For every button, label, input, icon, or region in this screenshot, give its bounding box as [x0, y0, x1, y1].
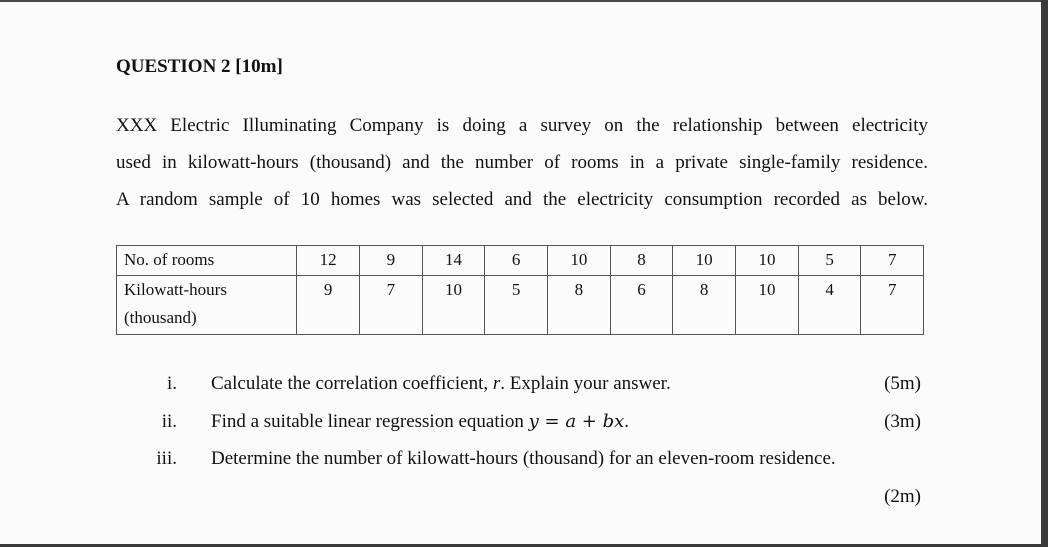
table-row-kwh — [117, 276, 924, 335]
item-text-after: . — [624, 411, 630, 432]
item-text: Determine the number of kilowatt-hours (thousand) for an eleven-room residence. — [211, 448, 836, 469]
paragraph-line-3: A random sample of 10 homes was selected and the electricity consumption recorded as below. — [116, 189, 928, 210]
paragraph-line-1: XXX Electric Illuminating Company is doing a survey on the relationship between electricity — [116, 115, 928, 136]
row-label-rooms: No. of rooms — [117, 246, 297, 276]
rooms-cell: 10 — [736, 246, 799, 276]
table-row-rooms — [117, 246, 924, 276]
item-marks: (2m) — [884, 486, 921, 507]
item-text-before: Find a suitable linear regression equation — [211, 411, 529, 432]
data-table — [116, 245, 924, 335]
rooms-cell: 10 — [673, 246, 736, 276]
kwh-cell: 10 — [736, 276, 799, 335]
item-marks: (3m) — [884, 411, 921, 432]
rooms-cell: 6 — [485, 246, 548, 276]
item-marks: (5m) — [884, 373, 921, 394]
regression-equation: y = a + bx — [528, 411, 625, 432]
item-text-before: Calculate the correlation coefficient, — [211, 373, 493, 394]
kwh-cell: 7 — [360, 276, 423, 335]
variable-r: r — [492, 373, 501, 394]
kwh-cell: 8 — [547, 276, 610, 335]
paragraph-line-2: used in kilowatt-hours (thousand) and the number of rooms in a private single-family residence. — [116, 152, 928, 173]
item-number: iii. — [156, 448, 177, 469]
row-label-kwh-line2: (thousand) — [124, 308, 197, 327]
kwh-cell: 8 — [673, 276, 736, 335]
row-label-kwh-line1: Kilowatt-hours — [124, 280, 227, 299]
kwh-cell: 6 — [610, 276, 673, 335]
rooms-cell: 14 — [422, 246, 485, 276]
rooms-cell: 5 — [798, 246, 861, 276]
kwh-cell: 5 — [485, 276, 548, 335]
rooms-cell: 12 — [297, 246, 360, 276]
item-text-after: . Explain your answer. — [500, 373, 671, 394]
rooms-cell: 7 — [861, 246, 924, 276]
kwh-cell: 10 — [422, 276, 485, 335]
item-text — [211, 411, 629, 433]
rooms-cell: 10 — [547, 246, 610, 276]
item-text — [211, 373, 671, 395]
kwh-cell: 7 — [861, 276, 924, 335]
item-number: ii. — [161, 411, 177, 432]
kwh-cell: 9 — [297, 276, 360, 335]
item-number: i. — [166, 373, 177, 394]
row-label-kwh — [117, 276, 297, 335]
kwh-cell: 4 — [798, 276, 861, 335]
question-title: QUESTION 2 [10m] — [116, 56, 283, 77]
rooms-cell: 8 — [610, 246, 673, 276]
rooms-cell: 9 — [360, 246, 423, 276]
